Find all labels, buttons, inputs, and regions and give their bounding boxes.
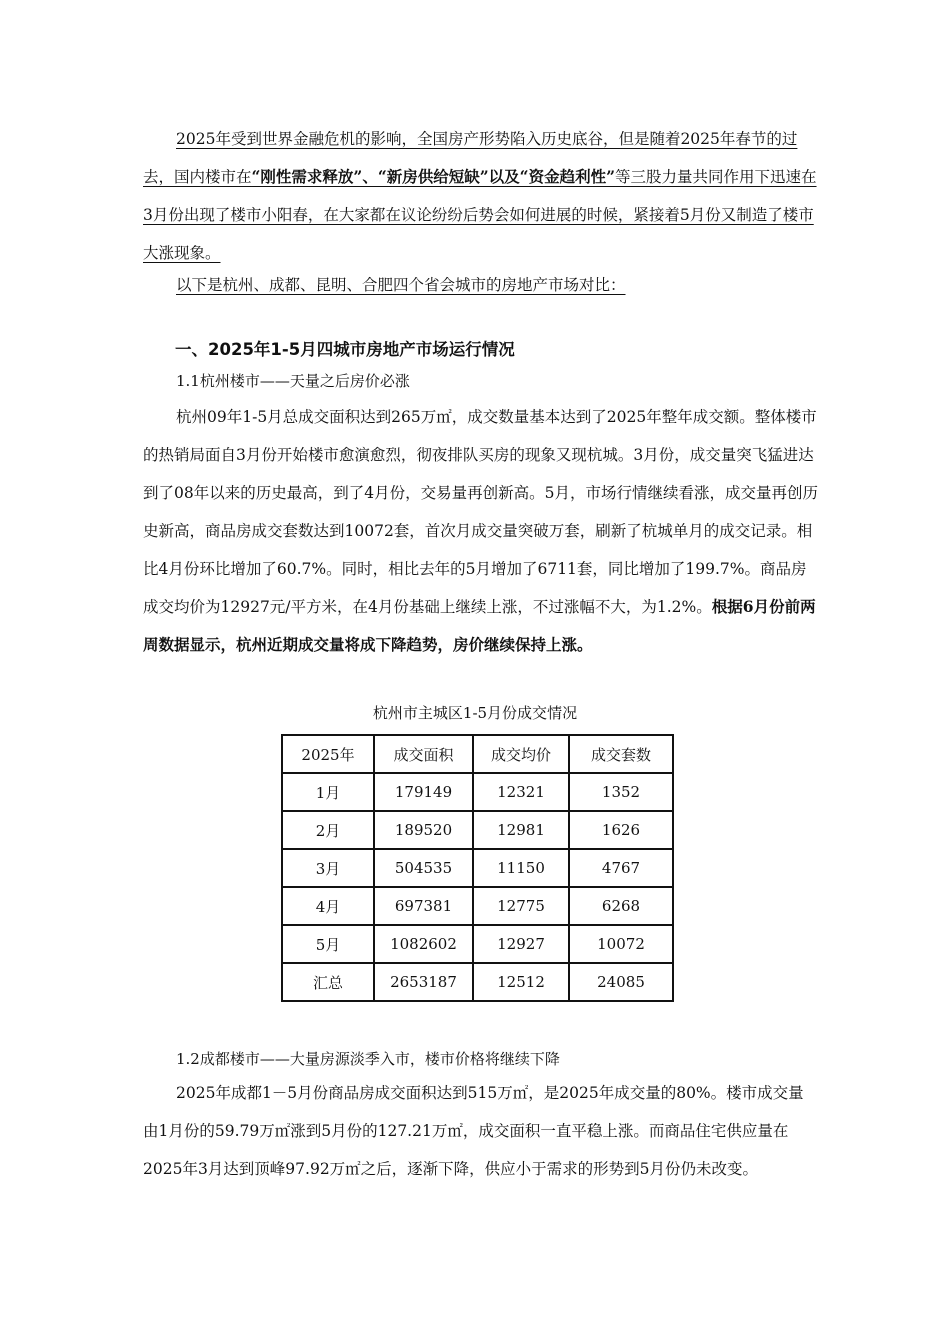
table-cell: 504535: [374, 849, 473, 887]
hangzhou-paragraph: [143, 398, 819, 664]
table-cell: 12927: [473, 925, 569, 963]
table-row: [282, 773, 673, 811]
intro-bold-forces: “刚性需求释放”、“新房供给短缺”以及“资金趋利性”: [251, 167, 616, 186]
subheading-chengdu: 1.2成都楼市——大量房源淡季入市，楼市价格将继续下降: [176, 1050, 560, 1068]
table-row: [282, 963, 673, 1001]
table-header-cell: 2025年: [282, 735, 374, 773]
table-cell: 24085: [569, 963, 673, 1001]
section-heading: 一、2025年1-5月四城市房地产市场运行情况: [175, 340, 515, 359]
table-cell: 12775: [473, 887, 569, 925]
table-header-cell: 成交面积: [374, 735, 473, 773]
hangzhou-body-bold: 根据6月份前两周数据显示，杭州近期成交量将成下降趋势，房价继续保持上涨。: [143, 597, 816, 654]
table-cell: 6268: [569, 887, 673, 925]
intro-text-a: 2025年受到世界金融危机的影响，全国房产形势陷入历史底谷，但是随着2025年春节的过去，国内楼市在: [143, 130, 798, 186]
table-cell: 189520: [374, 811, 473, 849]
table-cell: 4月: [282, 887, 374, 925]
table-cell: 697381: [374, 887, 473, 925]
table-row: [282, 849, 673, 887]
subheading-hangzhou: 1.1杭州楼市——天量之后房价必涨: [176, 372, 410, 390]
table-cell: 179149: [374, 773, 473, 811]
table-cell: 12512: [473, 963, 569, 1001]
table-cell: 汇总: [282, 963, 374, 1001]
table-cell: 1626: [569, 811, 673, 849]
table-header-row: [282, 735, 673, 773]
table-row: [282, 887, 673, 925]
table-row: [282, 811, 673, 849]
table-header-cell: 成交均价: [473, 735, 569, 773]
table-cell: 2653187: [374, 963, 473, 1001]
table-cell: 4767: [569, 849, 673, 887]
table-cell: 12981: [473, 811, 569, 849]
hangzhou-body: 杭州09年1-5月总成交面积达到265万㎡，成交数量基本达到了2025年整年成交额。整体楼市的热销局面自3月份开始楼市愈演愈烈，彻夜排队买房的现象又现杭城。3月份，成交量突飞猛进达到了08年以来的历史最高，到了4月份，交易量再创新高。5月，市场行情继续看涨，成交量再创历史新高，商品房成交套数达到10072套，首次月成交量突破万套，刷新了杭城单月的成交记录。相比4月份环比增加了60.7%。同时，相比去年的5月增加了6711套，同比增加了199.7%。商品房成交均价为12927元/平方米，在4月份基础上继续上涨，不过涨幅不大，为1.2%。: [143, 408, 818, 616]
table-header-cell: 成交套数: [569, 735, 673, 773]
table-cell: 5月: [282, 925, 374, 963]
table-cell: 12321: [473, 773, 569, 811]
intro-comparison-line: 以下是杭州、成都、昆明、合肥四个省会城市的房地产市场对比：: [176, 276, 626, 294]
table-cell: 2月: [282, 811, 374, 849]
intro-text-c: 等三股力量共同作用下迅速在3月份出现了楼市小阳春，在大家都在议论纷纷后势会如何进展的时候，紧接着5月份又制造了楼市大涨现象。: [143, 168, 817, 262]
table-cell: 1月: [282, 773, 374, 811]
table-cell: 1352: [569, 773, 673, 811]
table-row: [282, 925, 673, 963]
table-cell: 11150: [473, 849, 569, 887]
table-cell: 3月: [282, 849, 374, 887]
hangzhou-sales-table: [281, 734, 674, 1002]
intro-paragraph: [143, 120, 819, 272]
table-cell: 10072: [569, 925, 673, 963]
table-caption: 杭州市主城区1-5月份成交情况: [372, 704, 578, 722]
table-cell: 1082602: [374, 925, 473, 963]
chengdu-paragraph: 2025年成都1－5月份商品房成交面积达到515万㎡，是2025年成交量的80%。楼市成交量由1月份的59.79万㎡涨到5月份的127.21万㎡，成交面积一直平稳上涨。而商品住宅供应量在2025年3月达到顶峰97.92万㎡之后，逐渐下降，供应小于需求的形势到5月份仍未改变。: [143, 1084, 804, 1178]
